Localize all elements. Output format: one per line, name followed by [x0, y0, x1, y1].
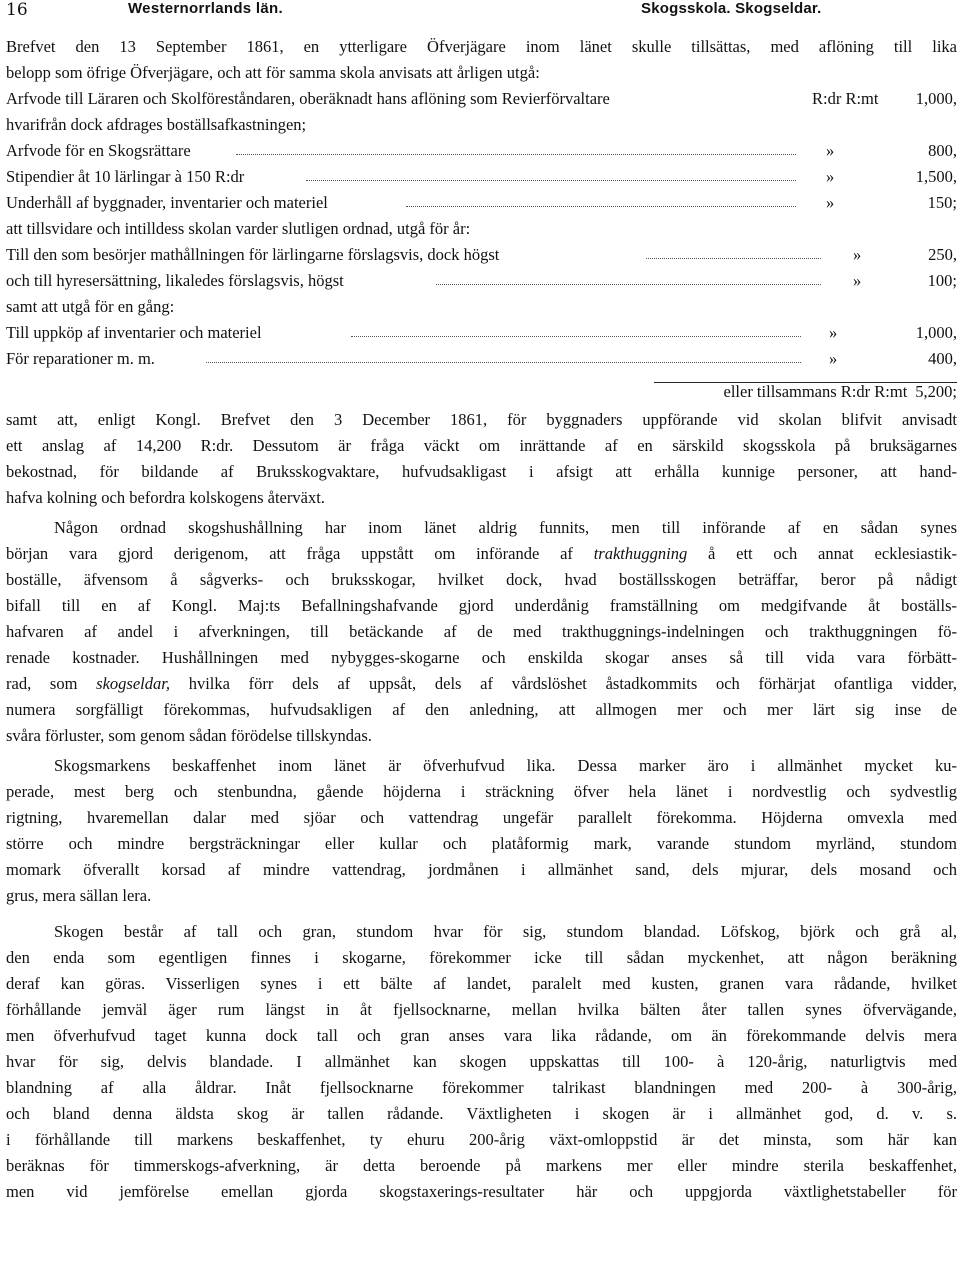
running-title-region: Westernorrlands län.	[128, 0, 283, 17]
para2-line: hafvaren af andel i afverkningen, till betäckande af de med trakthuggnings-indelningen och trakthuggningen fö-	[6, 622, 957, 641]
para4-line: Skogen består af tall och gran, stundom hvar för sig, stundom blandad. Löfskog, björk och grå al,	[54, 922, 957, 941]
para3-line: perade, mest berg och stenbundna, gående höjderna i sträckning öfver hela länet i nordvestlig och sydvestlig	[6, 782, 957, 801]
ledger-row	[6, 138, 957, 164]
ditto-mark: »	[853, 245, 862, 264]
ledger-label: Stipendier åt 10 lärlingar à 150 R:dr	[6, 164, 246, 190]
total-label: eller tillsammans R:dr R:mt	[723, 382, 908, 401]
ledger-label: Arfvode för en Skogsrättare	[6, 138, 193, 164]
ditto-mark: »	[853, 271, 862, 290]
ledger-row	[6, 320, 957, 346]
para2-line: svåra förluster, som genom sådan förödelse tillskyndas.	[6, 726, 372, 745]
ditto-mark: »	[829, 349, 838, 368]
ledger-amount: 1,000,	[915, 323, 957, 342]
interim-heading: att tillsvidare och intilldess skolan varder slutligen ordnad, utgå för år:	[6, 219, 471, 238]
ledger-unit: R:dr R:mt	[812, 89, 879, 108]
ledger-amount: 800,	[928, 141, 957, 160]
ledger-row	[6, 164, 957, 190]
once-heading: samt att utgå för en gång:	[6, 297, 175, 316]
page-header	[6, 0, 957, 24]
ledger-amount: 150;	[927, 193, 957, 212]
para4-line: och bland denna äldsta skog är tallen rådande. Växtligheten i skogen är i allmänhet god, d. v. s.	[6, 1104, 957, 1123]
para2-line: bifall till en af Kongl. Maj:ts Befallningshafvande gjord underdånig framställning om medgifvande åt boställs-	[6, 596, 957, 615]
emphasis-term: trakthuggning	[593, 544, 688, 563]
para4-line: i förhållande till markens beskaffenhet, ty ehuru 200-årig växt-omloppstid är det minsta, som här kan	[6, 1130, 957, 1149]
para3-line: rigtning, hvaremellan dalar med sjöar och vattendrag ungefär parallelt förekomma. Höjderna omvexla med	[6, 808, 957, 827]
ditto-mark: »	[829, 323, 838, 342]
emphasis-term: skogseldar,	[96, 674, 170, 693]
para3-line: grus, mera sällan lera.	[6, 886, 152, 905]
para2-line: numera sorgfälligt förekommas, hufvudsakligen af den anledning, att allmogen mer och mer lärt sig inse de	[6, 700, 957, 719]
ledger-amount: 100;	[927, 271, 957, 290]
ledger-label: Till uppköp af inventarier och materiel	[6, 320, 264, 346]
para2-line: Någon ordnad skogshushållning har inom länet aldrig funnits, men till införande af en sådan synes	[54, 518, 957, 537]
ditto-mark: »	[826, 141, 835, 160]
page-number: 16	[6, 0, 28, 20]
para4-line: hvar för sig, delvis blandade. I allmänhet kan skogen uppskattas till 100- à 120-årig, naturligtvis med	[6, 1052, 957, 1071]
para4-line: beräknas för timmerskogs-afverkning, är detta beroende på markens mer eller mindre sterila beskaffenhet,	[6, 1156, 957, 1175]
total-amount: 5,200;	[915, 382, 957, 401]
para4-line: den enda som egentligen finnes i skogarne, förekommer icke till sådan myckenhet, att någon beräkning	[6, 948, 957, 967]
para1-line: ett anslag af 14,200 R:dr. Dessutom är fråga väckt om inrättande af en särskild skogsskola på bruksägarnes	[6, 436, 957, 455]
ledger-amount: 250,	[928, 245, 957, 264]
intro-line-2: belopp som öfrige Öfverjägare, och att för samma skola anvisats att årligen utgå:	[6, 63, 540, 82]
ledger-label: Underhåll af byggnader, inventarier och materiel	[6, 190, 330, 216]
ledger-row	[6, 242, 957, 268]
intro-line-1: Brefvet den 13 September 1861, en ytterligare Öfverjägare inom länet skulle tillsättas, med aflöning till lika	[6, 37, 957, 56]
para4-line: men vid jemförelse emellan gjorda skogstaxerings-resultater här och uppgjorda växtlighetstabeller för	[6, 1182, 957, 1201]
para1-line: samt att, enligt Kongl. Brefvet den 3 December 1861, för byggnaders uppförande vid skolan blifvit anvisadt	[6, 410, 957, 429]
para2-line: början vara gjord derigenom, att fråga uppstått om införande af trakthuggning å ett och annat ecklesiastik-	[6, 544, 958, 563]
para1-line: bekostnad, för bildande af Bruksskogvaktare, hufvudsakligast i afsigt att erhålla kunnige personer, att hand-	[6, 462, 957, 481]
ledger-amount: 1,500,	[915, 167, 957, 186]
para1-line: hafva kolning och befordra kolskogens återväxt.	[6, 488, 325, 507]
para3-line: momark öfverallt korsad af mindre vattendrag, jordmånen i allmänhet sand, dels mjurar, dels mosand och	[6, 860, 957, 879]
para2-line: boställe, äfvensom å sågverks- och bruksskogar, hvilket dock, hvad boställsskogen beträffar, beror på nådigt	[6, 570, 957, 589]
running-title-topic: Skogsskola. Skogseldar.	[641, 0, 822, 17]
ledger-row-main	[6, 86, 957, 112]
ditto-mark: »	[826, 167, 835, 186]
ditto-mark: »	[826, 193, 835, 212]
para4-line: deraf kan göras. Visserligen synes i ett bälte af landet, paralelt med kusten, granen vara rådande, hvilket	[6, 974, 957, 993]
ledger-label: För reparationer m. m.	[6, 346, 157, 372]
ledger-label: Till den som besörjer mathållningen för lärlingarne förslagsvis, dock högst	[6, 242, 501, 268]
para4-line: men öfverhufvud taget kunna dock tall och gran anses vara lika rådande, om än förekommande delvis mera	[6, 1026, 957, 1045]
para3-line: Skogsmarkens beskaffenhet inom länet är öfverhufvud lika. Dessa marker äro i allmänhet mycket ku-	[54, 756, 957, 775]
para2-line: rad, som skogseldar, hvilka förr dels af uppsåt, dels af vårdslöshet åstadkommits och förhärjat ofantliga vidder,	[6, 674, 958, 693]
ledger-amount: 400,	[928, 349, 957, 368]
ledger-row	[6, 346, 957, 372]
para2-line: renade kostnader. Hushållningen med nybygges-skogarne och enskilda skogar anses så till vida vara förbätt-	[6, 648, 957, 667]
para4-line: blandning af alla åldrar. Inåt fjellsocknarne förekommer talrikast blandningen med 200- à 300-årig,	[6, 1078, 957, 1097]
ledger-amount: 1,000,	[915, 89, 957, 108]
ledger-row	[6, 190, 957, 216]
ledger-label: Arfvode till Läraren och Skolföreståndaren, oberäknadt hans aflöning som Revierförvaltare	[6, 86, 612, 112]
deduction-note: hvarifrån dock afdrages boställsafkastningen;	[6, 115, 307, 134]
para3-line: större och mindre bergsträckningar eller kullar och platåformig mark, varande stundom myrländ, stundom	[6, 834, 957, 853]
ledger-row	[6, 268, 957, 294]
ledger-total	[557, 380, 957, 404]
ledger-label: och till hyresersättning, likaledes förslagsvis, högst	[6, 268, 346, 294]
para4-line: förhållande jemväl äger rum längst in åt fjellsocknarne, mellan hvilka bälten åter tallen synes öfvervägande,	[6, 1000, 957, 1019]
